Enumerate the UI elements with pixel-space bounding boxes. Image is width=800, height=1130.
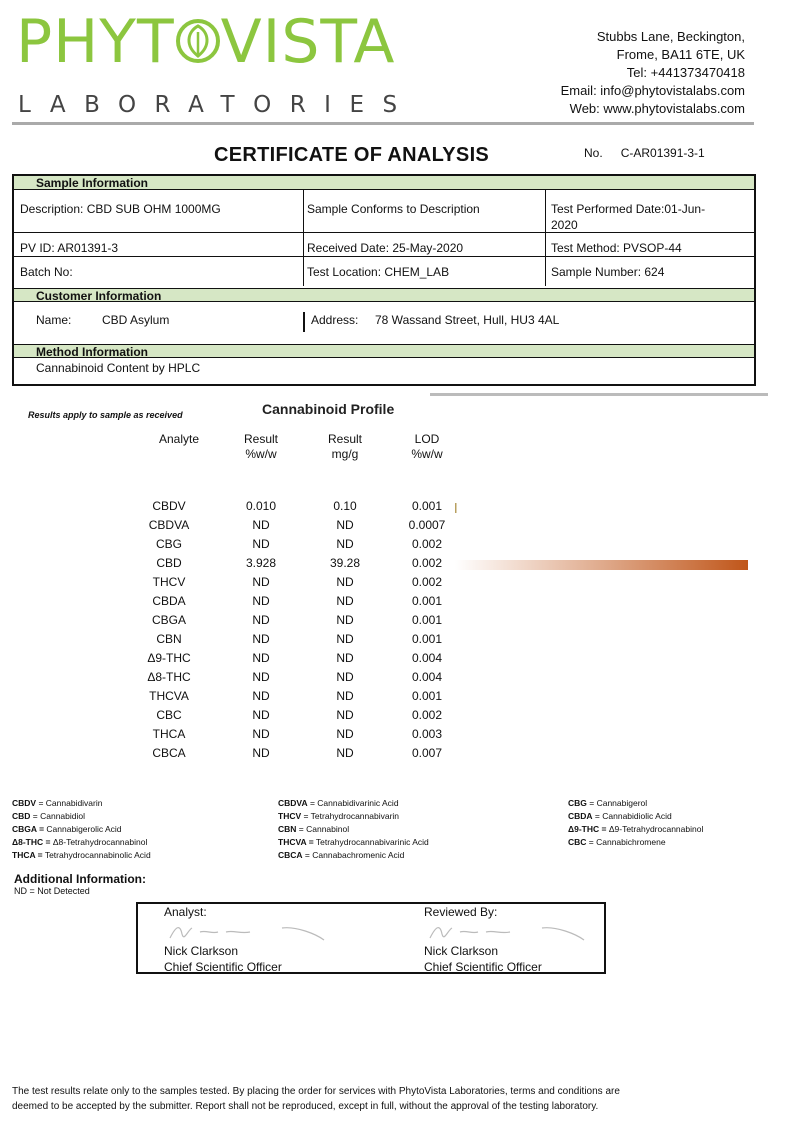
cert-no-label: No. bbox=[584, 146, 603, 160]
additional-info-heading: Additional Information: bbox=[14, 872, 146, 886]
legend-entry bbox=[278, 810, 429, 823]
legend-column bbox=[12, 797, 151, 862]
legend-entry bbox=[12, 797, 151, 810]
lod-cell: 0.004 bbox=[411, 670, 443, 684]
analyte-cell: THCVA bbox=[149, 689, 189, 703]
legend-abbr: CBN bbox=[278, 824, 297, 834]
legend-abbr: CBC bbox=[568, 837, 587, 847]
result-mg-cell: ND bbox=[336, 727, 354, 741]
analyte-cell: CBDA bbox=[152, 594, 186, 608]
col-header-line: %w/w bbox=[411, 447, 443, 461]
result-pct-cell: 3.928 bbox=[245, 556, 277, 570]
result-pct-cell: ND bbox=[252, 746, 270, 760]
result-mg-cell: ND bbox=[336, 518, 354, 532]
legend-name: = Cannabichromene bbox=[586, 837, 666, 847]
result-pct-cell: ND bbox=[252, 575, 270, 589]
result-mg-cell: ND bbox=[336, 575, 354, 589]
analyst-signature bbox=[166, 920, 336, 944]
legend-abbr: CBCA bbox=[278, 850, 303, 860]
address-line: Frome, BA11 6TE, UK bbox=[616, 47, 745, 62]
test-method: Test Method: PVSOP-44 bbox=[551, 241, 682, 255]
profile-title: Cannabinoid Profile bbox=[262, 401, 395, 417]
lod-cell: 0.007 bbox=[411, 746, 443, 760]
legend-name: = Tetrahydrocannabivarin bbox=[301, 811, 400, 821]
logo-text-left: PHYT bbox=[16, 7, 175, 77]
address-line: Tel: +441373470418 bbox=[626, 65, 745, 80]
lod-cell: 0.0007 bbox=[408, 518, 446, 532]
customer-address-label: Address: bbox=[311, 313, 359, 327]
result-mg-cell: 39.28 bbox=[329, 556, 361, 570]
legend-entry bbox=[12, 836, 151, 849]
legend-name: = Cannabidiolic Acid bbox=[592, 811, 672, 821]
legend-abbr: THCVA = bbox=[278, 837, 314, 847]
analyst-title: Chief Scientific Officer bbox=[164, 960, 282, 974]
analyte-cell: Δ9-THC bbox=[147, 651, 191, 665]
legend-entry bbox=[12, 849, 151, 862]
legend-abbr: Δ8-THC = bbox=[12, 837, 51, 847]
legend-name: Tetrahydrocannabinolic Acid bbox=[42, 850, 151, 860]
legend-entry bbox=[12, 810, 151, 823]
customer-address: 78 Wassand Street, Hull, HU3 4AL bbox=[375, 313, 560, 327]
method-value: Cannabinoid Content by HPLC bbox=[36, 361, 201, 375]
legend-entry bbox=[568, 810, 703, 823]
sample-description: Description: CBD SUB OHM 1000MG bbox=[20, 202, 221, 216]
legend-abbr: CBD bbox=[12, 811, 31, 821]
legend-abbr: CBGA = bbox=[12, 824, 45, 834]
legend-entry bbox=[568, 836, 703, 849]
reviewer-signature bbox=[426, 920, 596, 944]
result-mg-cell: ND bbox=[336, 537, 354, 551]
legend-name: Tetrahydrocannabivarinic Acid bbox=[313, 837, 429, 847]
customer-name: CBD Asylum bbox=[102, 313, 170, 327]
result-mg-cell: 0.10 bbox=[333, 499, 357, 513]
result-mg-cell: ND bbox=[336, 708, 354, 722]
legend-abbr: Δ9-THC = bbox=[568, 824, 607, 834]
test-date-line: 2020 bbox=[551, 218, 578, 232]
reviewer-title: Chief Scientific Officer bbox=[424, 960, 542, 974]
col-header-analyte: Analyte bbox=[158, 432, 200, 446]
result-mg-cell: ND bbox=[336, 689, 354, 703]
pv-id: PV ID: AR01391-3 bbox=[20, 241, 119, 255]
legend-entry bbox=[12, 823, 151, 836]
method-info-heading: Method Information bbox=[14, 344, 754, 358]
analyte-cell: THCV bbox=[152, 575, 186, 589]
legend-entry bbox=[568, 797, 703, 810]
address-line: Stubbs Lane, Beckington, bbox=[596, 29, 745, 44]
col-header-line: mg/g bbox=[331, 447, 359, 461]
col-header-line: Result bbox=[327, 432, 362, 446]
lod-cell: 0.001 bbox=[411, 499, 443, 513]
legend-name: Cannabigerolic Acid bbox=[44, 824, 122, 834]
col-header-line: Result bbox=[243, 432, 278, 446]
result-pct-cell: ND bbox=[252, 708, 270, 722]
legend-abbr: THCV bbox=[278, 811, 302, 821]
analyst-label: Analyst: bbox=[164, 905, 207, 919]
legend-abbr: CBDA bbox=[568, 811, 593, 821]
result-mg-cell: ND bbox=[336, 651, 354, 665]
result-mg-cell: ND bbox=[336, 613, 354, 627]
result-mg-cell: ND bbox=[336, 746, 354, 760]
result-pct-cell: ND bbox=[252, 651, 270, 665]
analyte-cell: THCA bbox=[152, 727, 186, 741]
lod-cell: 0.001 bbox=[411, 689, 443, 703]
result-pct-cell: ND bbox=[252, 670, 270, 684]
lod-cell: 0.002 bbox=[411, 537, 443, 551]
col-header-line: %w/w bbox=[245, 447, 277, 461]
lod-cell: 0.001 bbox=[411, 632, 443, 646]
address-line: Web: www.phytovistalabs.com bbox=[569, 101, 745, 116]
analyst-name: Nick Clarkson bbox=[164, 944, 239, 958]
legend-name: = Cannabidivarinic Acid bbox=[307, 798, 399, 808]
result-pct-cell: 0.010 bbox=[245, 499, 277, 513]
analyte-cell: CBC bbox=[156, 708, 182, 722]
test-location: Test Location: CHEM_LAB bbox=[307, 265, 450, 279]
lod-cell: 0.004 bbox=[411, 651, 443, 665]
legend-entry bbox=[278, 797, 429, 810]
legend-name: = Cannabigerol bbox=[586, 798, 648, 808]
legend-entry bbox=[278, 823, 429, 836]
nd-note: ND = Not Detected bbox=[14, 886, 90, 896]
result-pct-cell: ND bbox=[252, 594, 270, 608]
footer-line: The test results relate only to the samples tested. By placing the order for services with PhytoVista Laboratories, terms and conditions are bbox=[12, 1086, 620, 1097]
test-date-line: Test Performed Date:01-Jun- bbox=[551, 202, 706, 216]
reviewer-label: Reviewed By: bbox=[424, 905, 498, 919]
bar-cbdv bbox=[455, 503, 457, 513]
bar-cbd bbox=[455, 560, 748, 570]
results-note: Results apply to sample as received bbox=[28, 410, 183, 420]
logo-text-right: VISTA bbox=[220, 7, 396, 77]
result-pct-cell: ND bbox=[252, 613, 270, 627]
analyte-cell: CBD bbox=[156, 556, 182, 570]
customer-name-label: Name: bbox=[36, 313, 72, 327]
sample-info-heading: Sample Information bbox=[14, 176, 754, 190]
analyte-cell: CBGA bbox=[151, 613, 186, 627]
lod-cell: 0.002 bbox=[411, 708, 443, 722]
result-pct-cell: ND bbox=[252, 537, 270, 551]
reviewer-name: Nick Clarkson bbox=[424, 944, 499, 958]
legend-entry bbox=[278, 849, 429, 862]
legend-abbr: CBG bbox=[568, 798, 587, 808]
analyte-cell: CBDVA bbox=[148, 518, 190, 532]
lod-cell: 0.001 bbox=[411, 613, 443, 627]
legend-abbr: CBDVA bbox=[278, 798, 308, 808]
lod-cell: 0.003 bbox=[411, 727, 443, 741]
lod-cell: 0.001 bbox=[411, 594, 443, 608]
legend-abbr: THCA = bbox=[12, 850, 43, 860]
address-line: Email: info@phytovistalabs.com bbox=[560, 83, 745, 98]
result-pct-cell: ND bbox=[252, 689, 270, 703]
col-header-line: LOD bbox=[414, 432, 440, 446]
customer-info-heading: Customer Information bbox=[14, 288, 754, 302]
cert-no-value: C-AR01391-3-1 bbox=[620, 146, 705, 160]
footer-disclaimer bbox=[12, 1084, 772, 1114]
analyte-cell: CBCA bbox=[152, 746, 186, 760]
result-mg-cell: ND bbox=[336, 632, 354, 646]
result-mg-cell: ND bbox=[336, 670, 354, 684]
legend-column bbox=[568, 797, 703, 849]
result-pct-cell: ND bbox=[252, 518, 270, 532]
legend-abbr: CBDV bbox=[12, 798, 37, 808]
signature-box bbox=[136, 902, 606, 974]
sample-conforms: Sample Conforms to Description bbox=[307, 202, 480, 216]
legend-column bbox=[278, 797, 429, 862]
analyte-cell: CBDV bbox=[152, 499, 186, 513]
sample-number: Sample Number: 624 bbox=[551, 265, 665, 279]
legend-name: = Cannabinol bbox=[296, 824, 350, 834]
result-pct-cell: ND bbox=[252, 727, 270, 741]
legend-entry bbox=[568, 823, 703, 836]
legend-name: Δ9-Tetrahydrocannabinol bbox=[606, 824, 704, 834]
received-date: Received Date: 25-May-2020 bbox=[307, 241, 464, 255]
legend-name: = Cannabidiol bbox=[30, 811, 86, 821]
lod-cell: 0.002 bbox=[411, 575, 443, 589]
result-mg-cell: ND bbox=[336, 594, 354, 608]
legend-entry bbox=[278, 836, 429, 849]
analyte-cell: CBN bbox=[156, 632, 182, 646]
legend-name: = Cannabachromenic Acid bbox=[302, 850, 405, 860]
lod-cell: 0.002 bbox=[411, 556, 443, 570]
legend-name: Δ8-Tetrahydrocannabinol bbox=[50, 837, 148, 847]
result-pct-cell: ND bbox=[252, 632, 270, 646]
batch-no: Batch No: bbox=[20, 265, 73, 279]
legend-name: = Cannabidivarin bbox=[36, 798, 103, 808]
analyte-cell: CBG bbox=[155, 537, 182, 551]
page-title: CERTIFICATE OF ANALYSIS bbox=[214, 144, 490, 166]
logo-subtitle: LABORATORIES bbox=[18, 92, 416, 118]
footer-line: deemed to be accepted by the submitter. Report shall not be reproduced, except in full, without the approval of the testing laboratory. bbox=[12, 1101, 599, 1112]
analyte-cell: Δ8-THC bbox=[147, 670, 191, 684]
